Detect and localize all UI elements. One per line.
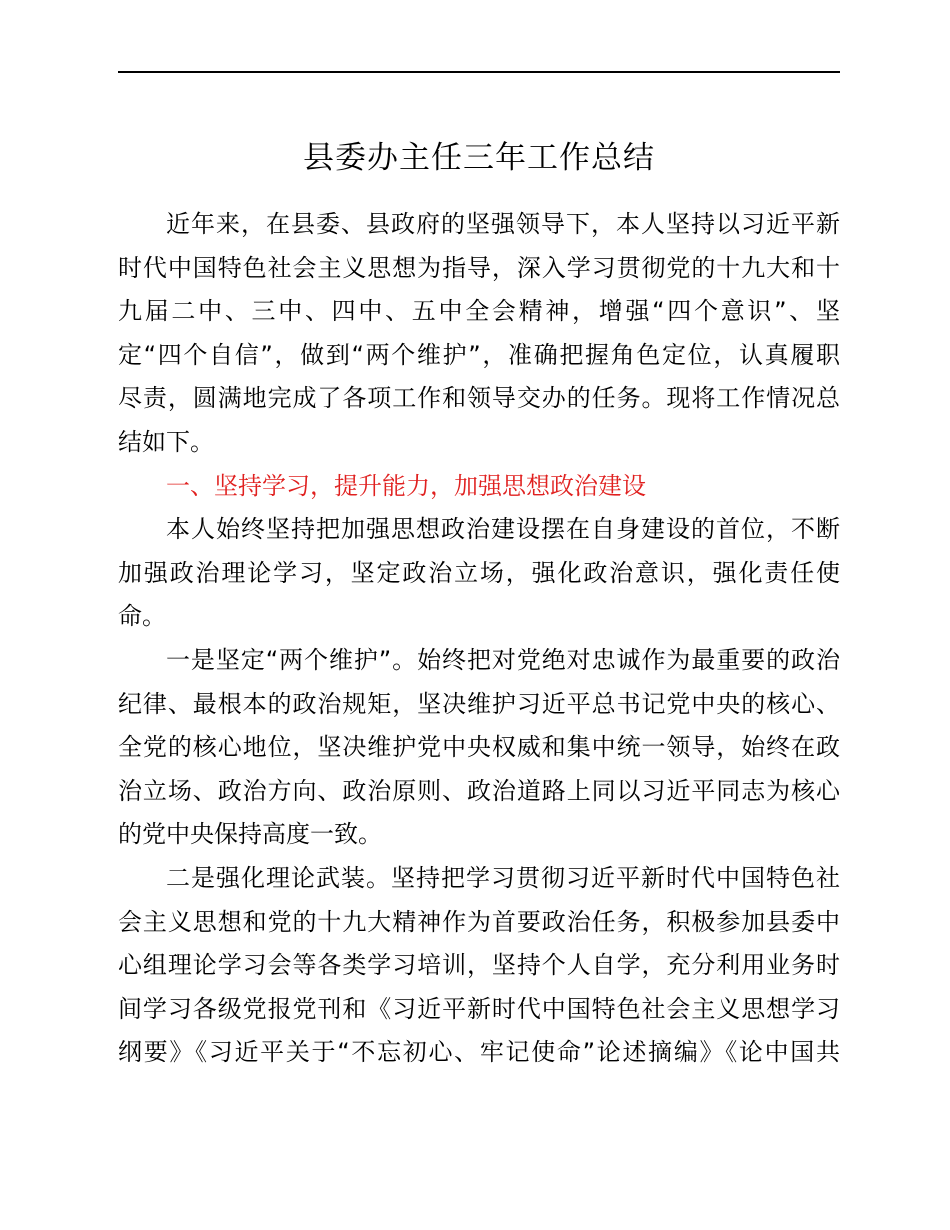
- paragraph: [118, 508, 840, 639]
- text-line: 一、坚持学习，提升能力，加强思想政治建设: [166, 471, 646, 500]
- text-line: 加强政治理论学习，坚定政治立场，强化政治意识，强化责任使: [118, 558, 840, 587]
- paragraph: [118, 639, 840, 857]
- paragraph: [118, 203, 840, 465]
- text-line: 二是强化理论武装。坚持把学习贯彻习近平新时代中国特色社: [166, 863, 840, 892]
- text-line: 命。: [118, 602, 166, 631]
- text-line: 尽责，圆满地完成了各项工作和领导交办的任务。现将工作情况总: [118, 384, 840, 413]
- text-line: 的党中央保持高度一致。: [118, 820, 382, 849]
- text-line: 九届二中、三中、四中、五中全会精神，增强“四个意识”、坚: [118, 297, 840, 326]
- text-line: 治立场、政治方向、政治原则、政治道路上同以习近平同志为核心: [118, 776, 840, 805]
- text-line: 近年来，在县委、县政府的坚强领导下，本人坚持以习近平新: [166, 210, 840, 238]
- text-line: 结如下。: [118, 427, 214, 456]
- header-rule: [118, 71, 840, 73]
- text-line: 全党的核心地位，坚决维护党中央权威和集中统一领导，始终在政: [118, 733, 840, 762]
- paragraph: [118, 857, 840, 1075]
- text-line: 心组理论学习会等各类学习培训，坚持个人自学，充分利用业务时: [118, 951, 840, 980]
- document-title: 县委办主任三年工作总结: [303, 140, 655, 176]
- text-line: 会主义思想和党的十九大精神作为首要政治任务，积极参加县委中: [118, 907, 840, 936]
- text-line: 间学习各级党报党刊和《习近平新时代中国特色社会主义思想学习: [118, 994, 840, 1023]
- text-line: 一是坚定“两个维护”。始终把对党绝对忠诚作为最重要的政治: [166, 645, 840, 674]
- text-line: 定“四个自信”，做到“两个维护”，准确把握角色定位，认真履职: [118, 340, 840, 369]
- text-line: 纪律、最根本的政治规矩，坚决维护习近平总书记党中央的核心、: [118, 689, 840, 718]
- document-body: [118, 203, 840, 1075]
- text-line: 本人始终坚持把加强思想政治建设摆在自身建设的首位，不断: [166, 515, 840, 544]
- text-line: 纲要》《习近平关于“不忘初心、牢记使命”论述摘编》《论中国共: [118, 1038, 840, 1067]
- section-heading: [118, 465, 840, 509]
- text-line: 时代中国特色社会主义思想为指导，深入学习贯彻党的十九大和十: [118, 253, 840, 282]
